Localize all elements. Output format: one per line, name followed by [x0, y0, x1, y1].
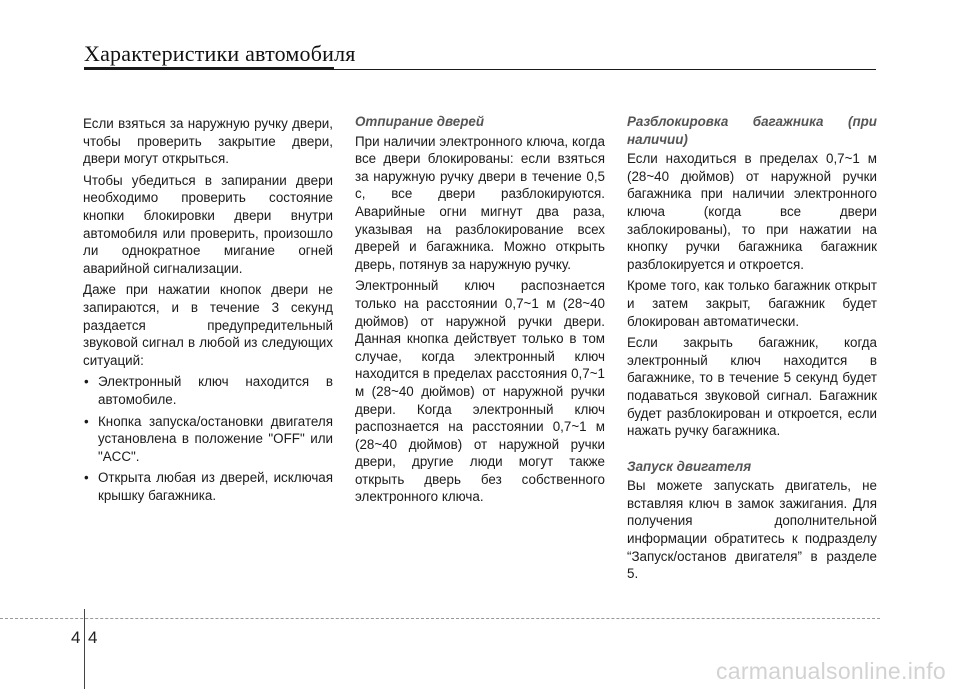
text-column-3 — [627, 113, 877, 587]
header-rule-thick — [84, 67, 334, 70]
watermark: carmanualsonline.info — [715, 658, 946, 684]
chapter-number: 4 — [71, 628, 81, 647]
paragraph: Если закрыть багажник, когда электронный ключ находится в багажнике, то в течение 5 секунд будет подаваться звуковой сигнал. Багажник будет разблокирован и откроется, если нажать ручку багажника. — [627, 335, 877, 439]
section-heading: Отпирание дверей — [355, 114, 485, 129]
bullet-item: • Кнопка запуска/остановки двигателя установлена в положение "OFF" или "ACC". — [83, 413, 333, 466]
paragraph: При наличии электронного ключа, когда все двери блокированы: если взяться за наружную ручку двери в течение 0,5 с, все двери разблокируются. Аварийные огни мигнут два раза, указывая на разблокирование всех дверей и багажника. Можно открыть дверь, потянув за наружную ручку. — [355, 133, 605, 272]
paragraph: Вы можете запускать двигатель, не вставляя ключ в замок зажигания. Для получения дополнительной информации обратитесь к подразделу “Запуск/останов двигателя” в разделе 5. — [627, 478, 877, 582]
paragraph: Кроме того, как только багажник открыт и затем закрыт, багажник будет блокирован автоматически. — [627, 278, 877, 329]
text-column-1 — [83, 115, 333, 508]
paragraph: Даже при нажатии кнопок двери не запираются, и в течение 3 секунд раздается предупредительный звуковой сигнал в любой из следующих ситуаций: — [83, 282, 333, 368]
section-heading: Запуск двигателя — [627, 458, 752, 474]
paragraph: Если взяться за наружную ручку двери, чтобы проверить закрытие двери, двери могут открыться. — [83, 116, 333, 167]
section-heading: Разблокировка багажника (при наличии) — [627, 114, 877, 147]
chapter-title: Характеристики автомобиля — [84, 41, 356, 66]
page-number: 4 — [88, 628, 98, 647]
footer-divider — [84, 609, 85, 689]
header-rule-thin — [334, 69, 876, 70]
paragraph: Чтобы убедиться в запирании двери необходимо проверить состояние кнопки блокировки двери внутри автомобиля или проверить, произошло ли однократное мигание огней аварийной сигнализации. — [83, 172, 333, 276]
paragraph: Если находиться в пределах 0,7~1 м (28~40 дюймов) от наружной ручки багажника при наличии электронного ключа (когда все двери заблокированы), то при нажатии на кнопку ручки багажника багажник разблокируется и откроется. — [627, 151, 877, 272]
bullet-list — [83, 373, 333, 504]
bullet-item: • Открыта любая из дверей, исключая крышку багажника. — [83, 469, 333, 504]
text-column-2 — [355, 113, 605, 510]
footer-rule — [0, 618, 880, 619]
bullet-item: • Электронный ключ находится в автомобиле. — [83, 373, 333, 408]
paragraph: Электронный ключ распознается только на расстоянии 0,7~1 м (28~40 дюймов) от наружной ручки двери. Данная кнопка действует только в том случае, когда электронный ключ находится в пределах расстояния 0,7~1 м (28~40 дюймов) от наружной ручки двери. Когда электронный ключ распознается на расстоянии 0,7~1 м (28~40 дюймов) от наружной ручки двери, другие люди могут также открыть дверь без собственного электронного ключа. — [355, 278, 605, 505]
